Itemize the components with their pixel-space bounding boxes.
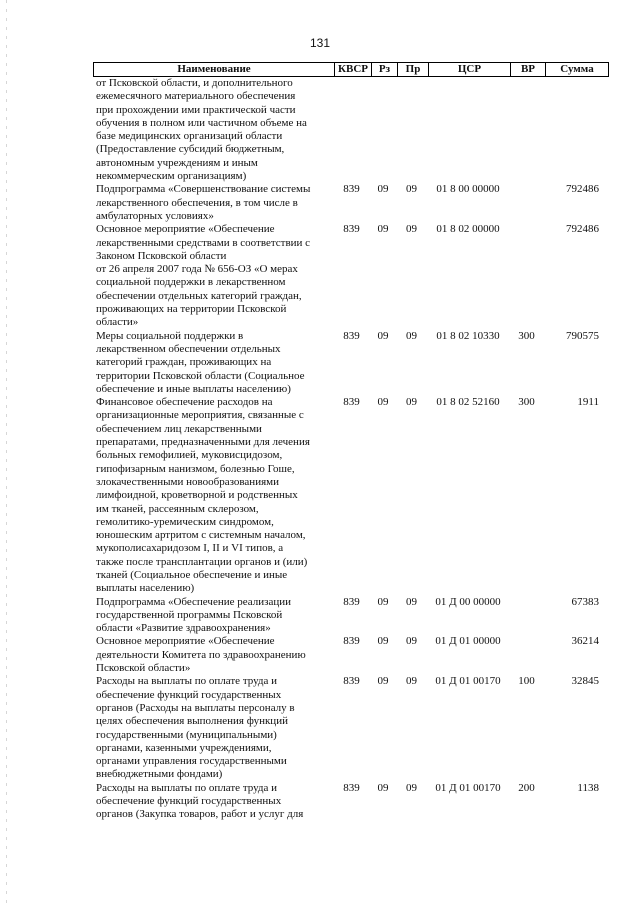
table-row <box>93 396 613 595</box>
row-kvsr: 839 <box>343 183 360 196</box>
row-kvsr: 839 <box>343 396 360 409</box>
row-kvsr: 839 <box>343 329 360 342</box>
table-row <box>93 782 613 822</box>
row-csr: 01 8 00 00000 <box>436 183 500 196</box>
row-rz <box>370 77 396 183</box>
row-sum: 792486 <box>566 223 599 236</box>
table-row <box>93 77 613 183</box>
row-pr <box>396 77 427 183</box>
table-row <box>93 330 613 396</box>
row-vr: 300 <box>518 329 535 342</box>
row-sum: 36214 <box>571 635 599 648</box>
row-sum: 1911 <box>577 396 599 409</box>
row-name: Меры социальной поддержки в лекарственном обеспечении отдельных категорий граждан, проживающих на территории Псковской области (Социальное обеспечение и иные выплаты населению) <box>96 329 305 395</box>
row-rz: 09 <box>377 223 389 236</box>
column-header-kvsr: КВСР <box>334 63 371 76</box>
row-rz: 09 <box>377 183 389 196</box>
page-number: 131 <box>309 36 331 50</box>
row-vr: 100 <box>518 675 535 688</box>
row-csr <box>427 77 509 183</box>
scan-edge-artifact <box>6 0 7 905</box>
row-csr: 01 8 02 10330 <box>436 329 500 342</box>
row-rz: 09 <box>377 675 389 688</box>
row-csr: 01 8 02 52160 <box>436 396 500 409</box>
row-rz: 09 <box>377 781 389 794</box>
column-header-vr: ВР <box>510 63 545 76</box>
row-rz: 09 <box>377 635 389 648</box>
table-row <box>93 223 613 329</box>
row-vr <box>509 183 544 223</box>
row-vr: 200 <box>518 781 535 794</box>
row-vr <box>509 635 544 675</box>
row-kvsr: 839 <box>343 223 360 236</box>
row-vr <box>509 596 544 636</box>
row-kvsr: 839 <box>343 781 360 794</box>
row-sum <box>544 77 607 183</box>
row-pr: 09 <box>406 595 417 608</box>
row-vr <box>509 77 544 183</box>
row-csr: 01 Д 01 00000 <box>435 635 501 648</box>
column-header-pr: Пр <box>397 63 428 76</box>
table-row <box>93 675 613 781</box>
row-kvsr: 839 <box>343 595 360 608</box>
table-row <box>93 596 613 636</box>
row-csr: 01 Д 01 00170 <box>435 781 501 794</box>
row-name: Основное мероприятие «Обеспечение деятельности Комитета по здравоохранению Псковской области» <box>96 635 306 675</box>
row-name: Подпрограмма «Совершенствование системы лекарственного обеспечения, в том числе в амбулаторных условиях» <box>96 183 311 222</box>
row-sum: 792486 <box>566 183 599 196</box>
row-name: Подпрограмма «Обеспечение реализации государственной программы Псковской области «Развитие здравоохранения» <box>96 595 291 635</box>
row-pr: 09 <box>406 635 417 648</box>
row-vr: 300 <box>518 396 535 409</box>
row-csr: 01 8 02 00000 <box>436 223 500 236</box>
row-pr: 09 <box>406 329 417 342</box>
row-vr <box>509 223 544 329</box>
row-csr: 01 Д 01 00170 <box>435 675 501 688</box>
row-sum: 67383 <box>571 595 599 608</box>
row-sum: 32845 <box>571 675 599 688</box>
row-name: Основное мероприятие «Обеспечение лекарственными средствами в соответствии с Законом Псковской области от 26 апреля 2007 года № 656-ОЗ «О мерах социальной поддержки в лекарственном обеспечении отдельных категорий граждан, проживающих на территории Псковской области» <box>96 223 311 329</box>
row-pr: 09 <box>406 183 417 196</box>
column-header-csr: ЦСР <box>428 63 510 76</box>
table-row <box>93 635 613 675</box>
row-pr: 09 <box>406 396 417 409</box>
row-kvsr: 839 <box>343 635 360 648</box>
row-kvsr: 839 <box>343 675 360 688</box>
row-name: Расходы на выплаты по оплате труда и обеспечение функций государственных органов (Расходы на выплаты персоналу в целях обеспечения выполнения функций государственными (муниципальными) органами, казенными учреждениями, органами управления государственными внебюджетными фондами) <box>96 675 295 781</box>
column-header-sum: Сумма <box>545 63 608 76</box>
row-rz: 09 <box>377 396 389 409</box>
row-rz: 09 <box>377 329 389 342</box>
row-pr: 09 <box>406 223 417 236</box>
column-header-rz: Рз <box>371 63 397 76</box>
row-sum: 790575 <box>566 329 599 342</box>
row-name: от Псковской области, и дополнительного ежемесячного материального обеспечения при прохождении ими практической части обучения в полном или частичном объеме на базе медицинских организаций области (Предоставление субсидий бюджетным, автономным учреждениям и иным некоммерческим организациям) <box>96 77 307 183</box>
row-csr: 01 Д 00 00000 <box>435 595 501 608</box>
row-rz: 09 <box>377 595 389 608</box>
column-header-name: Наименование <box>177 63 251 75</box>
row-pr: 09 <box>406 675 417 688</box>
row-name: Финансовое обеспечение расходов на организационные мероприятия, связанные с обеспечением лиц лекарственными препаратами, предназначенными для лечения больных гемофилией, муковисцидозом, гипофизарным нанизмом, болезнью Гоше, злокачественными новообразованиями лимфоидной, кроветворной и родственных им тканей, рассеянным склерозом, гемолитико-уремическим синдромом, юношеским артритом с системным началом, мукополисахаридозом I, II и VI типов, а также после трансплантации органов и (или) тканей (Социальное обеспечение и иные выплаты населению) <box>96 396 310 595</box>
row-sum: 1138 <box>577 781 599 794</box>
row-name: Расходы на выплаты по оплате труда и обеспечение функций государственных органов (Закупка товаров, работ и услуг для <box>96 781 304 821</box>
table-header <box>93 62 609 77</box>
row-pr: 09 <box>406 781 417 794</box>
table-row <box>93 183 613 223</box>
row-kvsr <box>333 77 370 183</box>
budget-table-body <box>93 77 613 822</box>
